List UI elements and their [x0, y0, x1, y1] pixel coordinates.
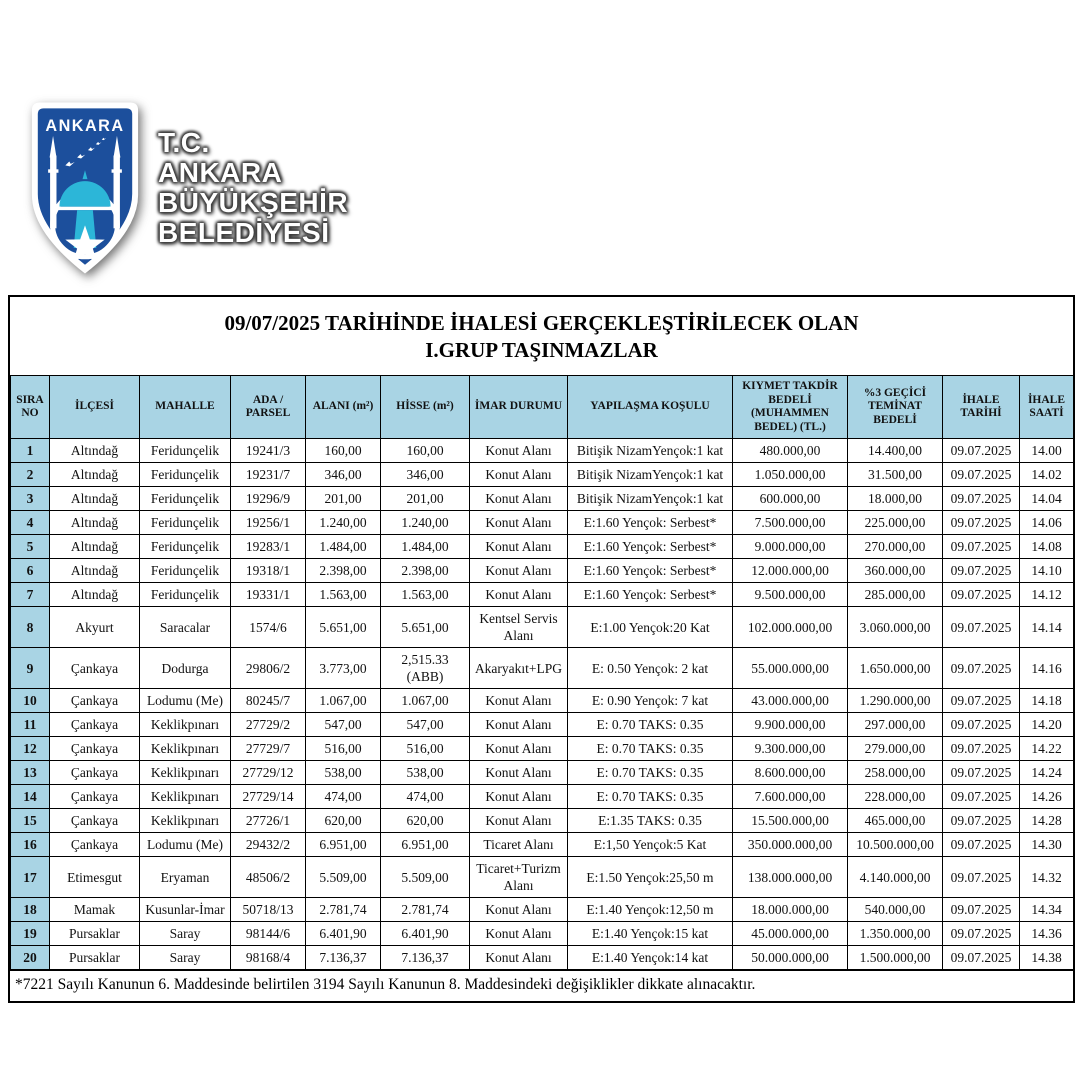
table-cell: Konut Alanı — [470, 487, 568, 511]
table-cell: 160,00 — [381, 439, 470, 463]
table-cell: 360.000,00 — [848, 559, 943, 583]
table-cell: Akaryakıt+LPG — [470, 648, 568, 689]
org-name-line1: T.C. — [158, 127, 210, 158]
table-cell: 102.000.000,00 — [733, 607, 848, 648]
table-cell: Feridunçelik — [140, 439, 231, 463]
table-cell: 9.000.000,00 — [733, 535, 848, 559]
table-row — [11, 689, 1074, 713]
table-cell: 285.000,00 — [848, 583, 943, 607]
table-cell: 09.07.2025 — [943, 833, 1020, 857]
table-cell: 15.500.000,00 — [733, 809, 848, 833]
table-cell: 19241/3 — [231, 439, 306, 463]
table-cell: Kentsel Servis Alanı — [470, 607, 568, 648]
table-header-row — [11, 376, 1074, 439]
table-cell: Feridunçelik — [140, 511, 231, 535]
row-number-cell: 9 — [11, 648, 50, 689]
table-cell: 09.07.2025 — [943, 607, 1020, 648]
table-row — [11, 439, 1074, 463]
table-cell: Ticaret+Turizm Alanı — [470, 857, 568, 898]
row-number-cell: 13 — [11, 761, 50, 785]
row-number-cell: 12 — [11, 737, 50, 761]
table-cell: 1.067,00 — [306, 689, 381, 713]
table-cell: 4.140.000,00 — [848, 857, 943, 898]
table-cell: Pursaklar — [50, 922, 140, 946]
table-cell: 3.060.000,00 — [848, 607, 943, 648]
table-cell: 43.000.000,00 — [733, 689, 848, 713]
table-row — [11, 946, 1074, 970]
table-cell: Lodumu (Me) — [140, 833, 231, 857]
table-cell: Konut Alanı — [470, 946, 568, 970]
table-cell: Çankaya — [50, 689, 140, 713]
table-cell: 3.773,00 — [306, 648, 381, 689]
table-cell: Çankaya — [50, 648, 140, 689]
table-cell: 98168/4 — [231, 946, 306, 970]
table-cell: Çankaya — [50, 737, 140, 761]
table-cell: Çankaya — [50, 833, 140, 857]
row-number-cell: 17 — [11, 857, 50, 898]
table-cell: 480.000,00 — [733, 439, 848, 463]
table-title-line2: I.GRUP TAŞINMAZLAR — [425, 338, 658, 362]
table-cell: 7.136,37 — [306, 946, 381, 970]
table-cell: Çankaya — [50, 761, 140, 785]
shield-label: ANKARA — [45, 116, 125, 135]
table-cell: 1574/6 — [231, 607, 306, 648]
table-row — [11, 511, 1074, 535]
table-body — [11, 439, 1074, 970]
table-row — [11, 463, 1074, 487]
table-cell: 6.951,00 — [306, 833, 381, 857]
table-cell: 19296/9 — [231, 487, 306, 511]
column-header: İMAR DURUMU — [470, 376, 568, 439]
table-cell: 50.000.000,00 — [733, 946, 848, 970]
table-cell: 45.000.000,00 — [733, 922, 848, 946]
row-number-cell: 15 — [11, 809, 50, 833]
column-header: MAHALLE — [140, 376, 231, 439]
table-cell: Keklikpınarı — [140, 737, 231, 761]
table-cell: Konut Alanı — [470, 535, 568, 559]
table-cell: E:1,50 Yençok:5 Kat — [568, 833, 733, 857]
table-row — [11, 535, 1074, 559]
org-name-line4: BELEDİYESİ — [158, 217, 330, 248]
table-cell: Çankaya — [50, 785, 140, 809]
table-title — [10, 297, 1073, 375]
table-cell: 09.07.2025 — [943, 648, 1020, 689]
table-cell: 14.02 — [1020, 463, 1074, 487]
table-cell: 09.07.2025 — [943, 857, 1020, 898]
table-cell: 98144/6 — [231, 922, 306, 946]
table-cell: Lodumu (Me) — [140, 689, 231, 713]
table-cell: 09.07.2025 — [943, 463, 1020, 487]
table-cell: 14.38 — [1020, 946, 1074, 970]
table-cell: 540.000,00 — [848, 898, 943, 922]
table-cell: Feridunçelik — [140, 583, 231, 607]
table-cell: 14.14 — [1020, 607, 1074, 648]
table-cell: 270.000,00 — [848, 535, 943, 559]
table-cell: 225.000,00 — [848, 511, 943, 535]
table-cell: Konut Alanı — [470, 689, 568, 713]
table-cell: 48506/2 — [231, 857, 306, 898]
table-cell: 138.000.000,00 — [733, 857, 848, 898]
column-header: ADA / PARSEL — [231, 376, 306, 439]
table-cell: 1.484,00 — [381, 535, 470, 559]
table-cell: Mamak — [50, 898, 140, 922]
table-cell: 516,00 — [381, 737, 470, 761]
table-cell: Keklikpınarı — [140, 809, 231, 833]
table-cell: 09.07.2025 — [943, 511, 1020, 535]
table-cell: 620,00 — [381, 809, 470, 833]
table-cell: 18.000,00 — [848, 487, 943, 511]
row-number-cell: 2 — [11, 463, 50, 487]
table-cell: 27726/1 — [231, 809, 306, 833]
table-cell: Dodurga — [140, 648, 231, 689]
auction-table — [10, 375, 1074, 970]
table-cell: 201,00 — [381, 487, 470, 511]
table-cell: Konut Alanı — [470, 559, 568, 583]
table-cell: 27729/2 — [231, 713, 306, 737]
table-cell: E:1.00 Yençok:20 Kat — [568, 607, 733, 648]
table-cell: 14.32 — [1020, 857, 1074, 898]
ankara-logo — [26, 100, 348, 276]
column-header: İLÇESİ — [50, 376, 140, 439]
table-cell: Konut Alanı — [470, 761, 568, 785]
table-cell: Konut Alanı — [470, 463, 568, 487]
table-cell: 538,00 — [306, 761, 381, 785]
table-cell: 27729/12 — [231, 761, 306, 785]
table-cell: 55.000.000,00 — [733, 648, 848, 689]
table-cell: 7.136,37 — [381, 946, 470, 970]
table-cell: 2.781,74 — [381, 898, 470, 922]
table-cell: 14.36 — [1020, 922, 1074, 946]
table-cell: 14.08 — [1020, 535, 1074, 559]
table-cell: 29806/2 — [231, 648, 306, 689]
table-cell: 547,00 — [306, 713, 381, 737]
table-cell: Saray — [140, 922, 231, 946]
table-cell: 09.07.2025 — [943, 689, 1020, 713]
table-cell: 1.563,00 — [381, 583, 470, 607]
table-cell: 29432/2 — [231, 833, 306, 857]
table-cell: Saray — [140, 946, 231, 970]
table-cell: 346,00 — [381, 463, 470, 487]
table-cell: 1.350.000,00 — [848, 922, 943, 946]
table-cell: 9.500.000,00 — [733, 583, 848, 607]
table-cell: 09.07.2025 — [943, 785, 1020, 809]
row-number-cell: 3 — [11, 487, 50, 511]
table-row — [11, 487, 1074, 511]
table-cell: 14.24 — [1020, 761, 1074, 785]
row-number-cell: 1 — [11, 439, 50, 463]
column-header: SIRA NO — [11, 376, 50, 439]
table-cell: 8.600.000,00 — [733, 761, 848, 785]
row-number-cell: 8 — [11, 607, 50, 648]
table-cell: 9.300.000,00 — [733, 737, 848, 761]
table-cell: Konut Alanı — [470, 439, 568, 463]
table-cell: 9.900.000,00 — [733, 713, 848, 737]
org-name-line3: BÜYÜKŞEHİR — [158, 187, 349, 218]
row-number-cell: 5 — [11, 535, 50, 559]
row-number-cell: 11 — [11, 713, 50, 737]
table-cell: 1.050.000,00 — [733, 463, 848, 487]
table-cell: 19318/1 — [231, 559, 306, 583]
table-cell: Konut Alanı — [470, 922, 568, 946]
table-cell: 14.00 — [1020, 439, 1074, 463]
column-header: HİSSE (m²) — [381, 376, 470, 439]
column-header: İHALE TARİHİ — [943, 376, 1020, 439]
table-cell: 547,00 — [381, 713, 470, 737]
table-cell: 09.07.2025 — [943, 487, 1020, 511]
table-cell: 1.650.000,00 — [848, 648, 943, 689]
ankara-shield-icon — [26, 100, 144, 276]
table-cell: Keklikpınarı — [140, 761, 231, 785]
table-cell: 465.000,00 — [848, 809, 943, 833]
table-cell: Konut Alanı — [470, 511, 568, 535]
auction-document — [8, 295, 1075, 1003]
table-cell: 1.067,00 — [381, 689, 470, 713]
table-cell: E: 0.70 TAKS: 0.35 — [568, 737, 733, 761]
row-number-cell: 16 — [11, 833, 50, 857]
table-cell: 297.000,00 — [848, 713, 943, 737]
table-cell: Konut Alanı — [470, 785, 568, 809]
table-row — [11, 761, 1074, 785]
table-row — [11, 559, 1074, 583]
table-cell: 1.500.000,00 — [848, 946, 943, 970]
row-number-cell: 4 — [11, 511, 50, 535]
table-cell: 19283/1 — [231, 535, 306, 559]
table-cell: 09.07.2025 — [943, 737, 1020, 761]
table-cell: 620,00 — [306, 809, 381, 833]
table-cell: 5.651,00 — [306, 607, 381, 648]
table-cell: 09.07.2025 — [943, 535, 1020, 559]
table-cell: 14.04 — [1020, 487, 1074, 511]
table-cell: Konut Alanı — [470, 713, 568, 737]
table-row — [11, 922, 1074, 946]
column-header: %3 GEÇİCİ TEMİNAT BEDELİ — [848, 376, 943, 439]
row-number-cell: 19 — [11, 922, 50, 946]
table-title-line1: 09/07/2025 TARİHİNDE İHALESİ GERÇEKLEŞTİRİLECEK OLAN — [224, 311, 859, 335]
table-cell: 14.12 — [1020, 583, 1074, 607]
table-cell: 600.000,00 — [733, 487, 848, 511]
table-cell: 27729/14 — [231, 785, 306, 809]
table-cell: 6.401,90 — [381, 922, 470, 946]
table-cell: Çankaya — [50, 713, 140, 737]
table-row — [11, 607, 1074, 648]
table-cell: 09.07.2025 — [943, 583, 1020, 607]
table-cell: E: 0.70 TAKS: 0.35 — [568, 761, 733, 785]
table-row — [11, 833, 1074, 857]
table-cell: 14.400,00 — [848, 439, 943, 463]
table-cell: 6.951,00 — [381, 833, 470, 857]
table-cell: 7.500.000,00 — [733, 511, 848, 535]
table-cell: E:1.50 Yençok:25,50 m — [568, 857, 733, 898]
footnote: *7221 Sayılı Kanunun 6. Maddesinde belirtilen 3194 Sayılı Kanunun 8. Maddesindeki değişiklikler dikkate alınacaktır. — [10, 970, 1073, 1001]
table-cell: Etimesgut — [50, 857, 140, 898]
row-number-cell: 7 — [11, 583, 50, 607]
table-cell: Konut Alanı — [470, 583, 568, 607]
column-header: KIYMET TAKDİR BEDELİ (MUHAMMEN BEDEL) (TL.) — [733, 376, 848, 439]
table-cell: 538,00 — [381, 761, 470, 785]
table-cell: E:1.40 Yençok:15 kat — [568, 922, 733, 946]
table-cell: Bitişik NizamYençok:1 kat — [568, 463, 733, 487]
table-cell: 2.398,00 — [381, 559, 470, 583]
table-cell: 14.20 — [1020, 713, 1074, 737]
table-cell: 50718/13 — [231, 898, 306, 922]
table-cell: 14.30 — [1020, 833, 1074, 857]
table-cell: Altındağ — [50, 511, 140, 535]
table-cell: 516,00 — [306, 737, 381, 761]
table-row — [11, 648, 1074, 689]
table-cell: E:1.40 Yençok:14 kat — [568, 946, 733, 970]
table-cell: 19256/1 — [231, 511, 306, 535]
table-cell: 2.398,00 — [306, 559, 381, 583]
table-cell: Altındağ — [50, 535, 140, 559]
table-cell: 1.290.000,00 — [848, 689, 943, 713]
table-cell: 09.07.2025 — [943, 713, 1020, 737]
table-cell: 1.240,00 — [306, 511, 381, 535]
table-cell: 19231/7 — [231, 463, 306, 487]
table-cell: 14.26 — [1020, 785, 1074, 809]
table-cell: 5.651,00 — [381, 607, 470, 648]
table-row — [11, 857, 1074, 898]
table-cell: 474,00 — [381, 785, 470, 809]
table-cell: 31.500,00 — [848, 463, 943, 487]
table-cell: E: 0.50 Yençok: 2 kat — [568, 648, 733, 689]
table-cell: E:1.40 Yençok:12,50 m — [568, 898, 733, 922]
table-cell: Bitişik NizamYençok:1 kat — [568, 487, 733, 511]
table-row — [11, 809, 1074, 833]
table-cell: 18.000.000,00 — [733, 898, 848, 922]
table-cell: Bitişik NizamYençok:1 kat — [568, 439, 733, 463]
table-cell: Altındağ — [50, 487, 140, 511]
table-cell: Feridunçelik — [140, 463, 231, 487]
table-cell: E: 0.90 Yençok: 7 kat — [568, 689, 733, 713]
table-cell: 09.07.2025 — [943, 898, 1020, 922]
table-cell: 228.000,00 — [848, 785, 943, 809]
table-cell: Konut Alanı — [470, 809, 568, 833]
row-number-cell: 6 — [11, 559, 50, 583]
table-cell: Altındağ — [50, 439, 140, 463]
table-cell: Feridunçelik — [140, 535, 231, 559]
table-cell: 12.000.000,00 — [733, 559, 848, 583]
row-number-cell: 20 — [11, 946, 50, 970]
table-cell: 14.16 — [1020, 648, 1074, 689]
table-cell: 2,515.33 (ABB) — [381, 648, 470, 689]
table-cell: 14.10 — [1020, 559, 1074, 583]
column-header: YAPILAŞMA KOŞULU — [568, 376, 733, 439]
table-cell: Akyurt — [50, 607, 140, 648]
table-cell: 160,00 — [306, 439, 381, 463]
table-cell: Feridunçelik — [140, 487, 231, 511]
table-cell: 258.000,00 — [848, 761, 943, 785]
table-cell: 19331/1 — [231, 583, 306, 607]
table-cell: 2.781,74 — [306, 898, 381, 922]
table-cell: Keklikpınarı — [140, 713, 231, 737]
table-cell: 201,00 — [306, 487, 381, 511]
org-name — [158, 128, 348, 248]
table-cell: Altındağ — [50, 559, 140, 583]
table-cell: 10.500.000,00 — [848, 833, 943, 857]
table-cell: E:1.60 Yençok: Serbest* — [568, 511, 733, 535]
table-cell: Eryaman — [140, 857, 231, 898]
table-cell: 5.509,00 — [381, 857, 470, 898]
table-cell: Pursaklar — [50, 946, 140, 970]
table-cell: 5.509,00 — [306, 857, 381, 898]
org-name-line2: ANKARA — [158, 157, 283, 188]
table-cell: 1.563,00 — [306, 583, 381, 607]
table-row — [11, 898, 1074, 922]
row-number-cell: 18 — [11, 898, 50, 922]
table-cell: 80245/7 — [231, 689, 306, 713]
column-header: İHALE SAATİ — [1020, 376, 1074, 439]
table-cell: 09.07.2025 — [943, 559, 1020, 583]
table-cell: Altındağ — [50, 463, 140, 487]
table-cell: 14.18 — [1020, 689, 1074, 713]
table-cell: Konut Alanı — [470, 898, 568, 922]
table-cell: Çankaya — [50, 809, 140, 833]
table-cell: E:1.35 TAKS: 0.35 — [568, 809, 733, 833]
table-cell: E:1.60 Yençok: Serbest* — [568, 583, 733, 607]
table-row — [11, 713, 1074, 737]
table-cell: 279.000,00 — [848, 737, 943, 761]
table-row — [11, 583, 1074, 607]
table-cell: 14.22 — [1020, 737, 1074, 761]
row-number-cell: 10 — [11, 689, 50, 713]
table-cell: 1.240,00 — [381, 511, 470, 535]
table-cell: Feridunçelik — [140, 559, 231, 583]
table-cell: Ticaret Alanı — [470, 833, 568, 857]
table-cell: Altındağ — [50, 583, 140, 607]
table-cell: 1.484,00 — [306, 535, 381, 559]
table-cell: 6.401,90 — [306, 922, 381, 946]
table-cell: E: 0.70 TAKS: 0.35 — [568, 785, 733, 809]
table-cell: 14.06 — [1020, 511, 1074, 535]
row-number-cell: 14 — [11, 785, 50, 809]
table-cell: Konut Alanı — [470, 737, 568, 761]
table-cell: 27729/7 — [231, 737, 306, 761]
table-cell: 350.000.000,00 — [733, 833, 848, 857]
table-header-row — [11, 376, 1074, 439]
column-header: ALANI (m²) — [306, 376, 381, 439]
table-cell: E:1.60 Yençok: Serbest* — [568, 535, 733, 559]
table-cell: Saracalar — [140, 607, 231, 648]
table-cell: 474,00 — [306, 785, 381, 809]
table-cell: Kusunlar-İmar — [140, 898, 231, 922]
table-row — [11, 785, 1074, 809]
table-row — [11, 737, 1074, 761]
table-cell: 7.600.000,00 — [733, 785, 848, 809]
table-cell: 09.07.2025 — [943, 946, 1020, 970]
table-cell: 346,00 — [306, 463, 381, 487]
table-cell: 14.28 — [1020, 809, 1074, 833]
table-cell: Keklikpınarı — [140, 785, 231, 809]
table-cell: E:1.60 Yençok: Serbest* — [568, 559, 733, 583]
table-cell: E: 0.70 TAKS: 0.35 — [568, 713, 733, 737]
table-cell: 09.07.2025 — [943, 439, 1020, 463]
table-cell: 09.07.2025 — [943, 809, 1020, 833]
table-cell: 09.07.2025 — [943, 761, 1020, 785]
table-cell: 09.07.2025 — [943, 922, 1020, 946]
table-cell: 14.34 — [1020, 898, 1074, 922]
